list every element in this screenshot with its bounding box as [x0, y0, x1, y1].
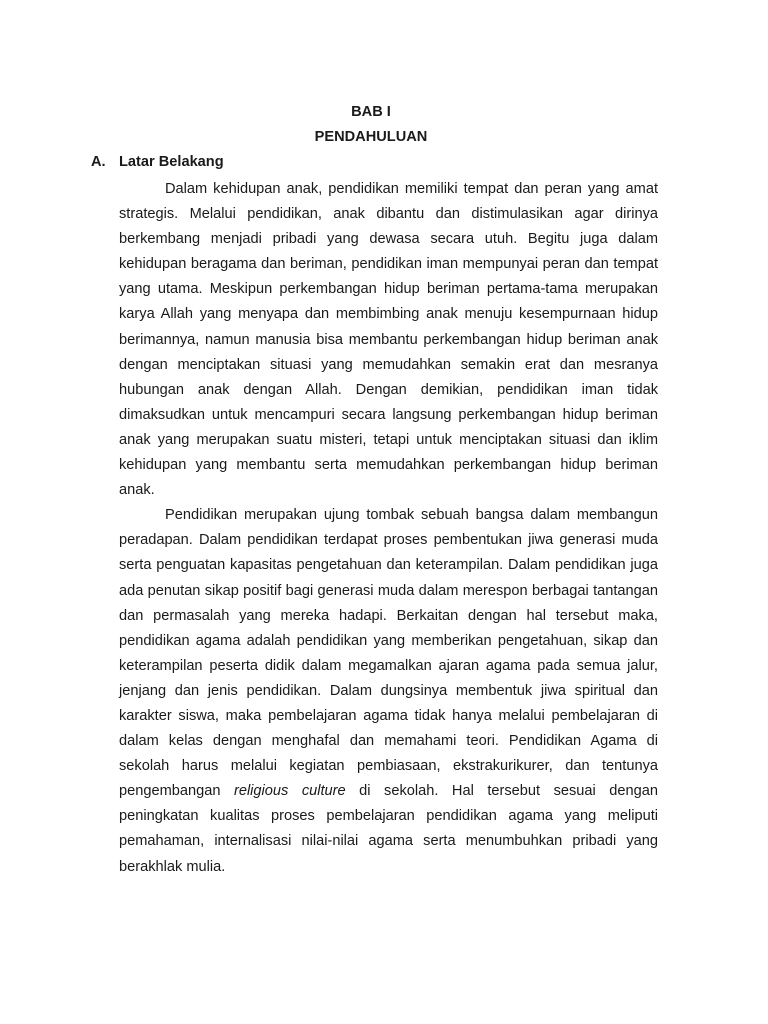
section-heading: [91, 152, 224, 172]
paragraph-2: [119, 503, 658, 879]
section-letter: A.: [91, 154, 106, 170]
paragraph-2-text-start: Pendidikan merupakan ujung tombak sebuah bangsa dalam membangun peradapan. Dalam pendidikan terdapat proses pembentukan jiwa generasi muda serta penguatan kapasitas pengetahuan dan keterampilan. Dalam pendidikan juga ada penutan sikap positif bagi generasi muda dalam merespon berbagai tantangan dan permasalah yang mereka hadapi. Berkaitan dengan hal tersebut maka, pendidikan agama adalah pendidikan yang memberikan pengetahuan, sikap dan keterampilan peserta didik dalam megamalkan ajaran agama pada semua jalur, jenjang dan jenis pendidikan. Dalam dungsinya membentuk jiwa spiritual dan karakter siswa, maka pembelajaran agama tidak hanya melalui pembelajaran di dalam kelas dengan menghafal dan memahami teori. Pendidikan Agama di sekolah harus melalui kegiatan pembiasaan, ekstrakurikurer, dan tentunya pengembangan: [119, 507, 658, 800]
chapter-title: PENDAHULUAN: [314, 129, 428, 145]
paragraph-2-text-end: di sekolah. Hal tersebut sesuai dengan peningkatan kualitas proses pembelajaran pendidikan agama yang meliputi pemahaman, internalisasi nilai-nilai agama serta menumbuhkan pribadi yang berakhlak mulia.: [119, 783, 658, 875]
chapter-number: BAB I: [351, 104, 391, 120]
paragraph-1: Dalam kehidupan anak, pendidikan memiliki tempat dan peran yang amat strategis. Melalui pendidikan, anak dibantu dan distimulasikan agar dirinya berkembang menjadi pribadi yang dewasa secara utuh. Begitu juga dalam kehidupan beragama dan beriman, pendidikan iman mempunyai peran dan tempat yang utama. Meskipun perkembangan hidup beriman pertama-tama merupakan karya Allah yang menyapa dan membimbing anak menuju kesempurnaan hidup berimannya, namun manusia bisa membantu perkembangan hidup beriman anak dengan menciptakan situasi yang memudahkan semakin erat dan mesranya hubungan anak dengan Allah. Dengan demikian, pendidikan iman tidak dimaksudkan untuk mencampuri secara langsung perkembangan hidup beriman anak yang merupakan suatu misteri, tetapi untuk menciptakan situasi dan iklim kehidupan yang membantu serta memudahkan perkembangan hidup beriman anak.: [119, 181, 658, 499]
section-title: Latar Belakang: [119, 154, 224, 170]
body-text: [119, 177, 658, 880]
paragraph-2-italic-term: religious culture: [233, 783, 346, 800]
